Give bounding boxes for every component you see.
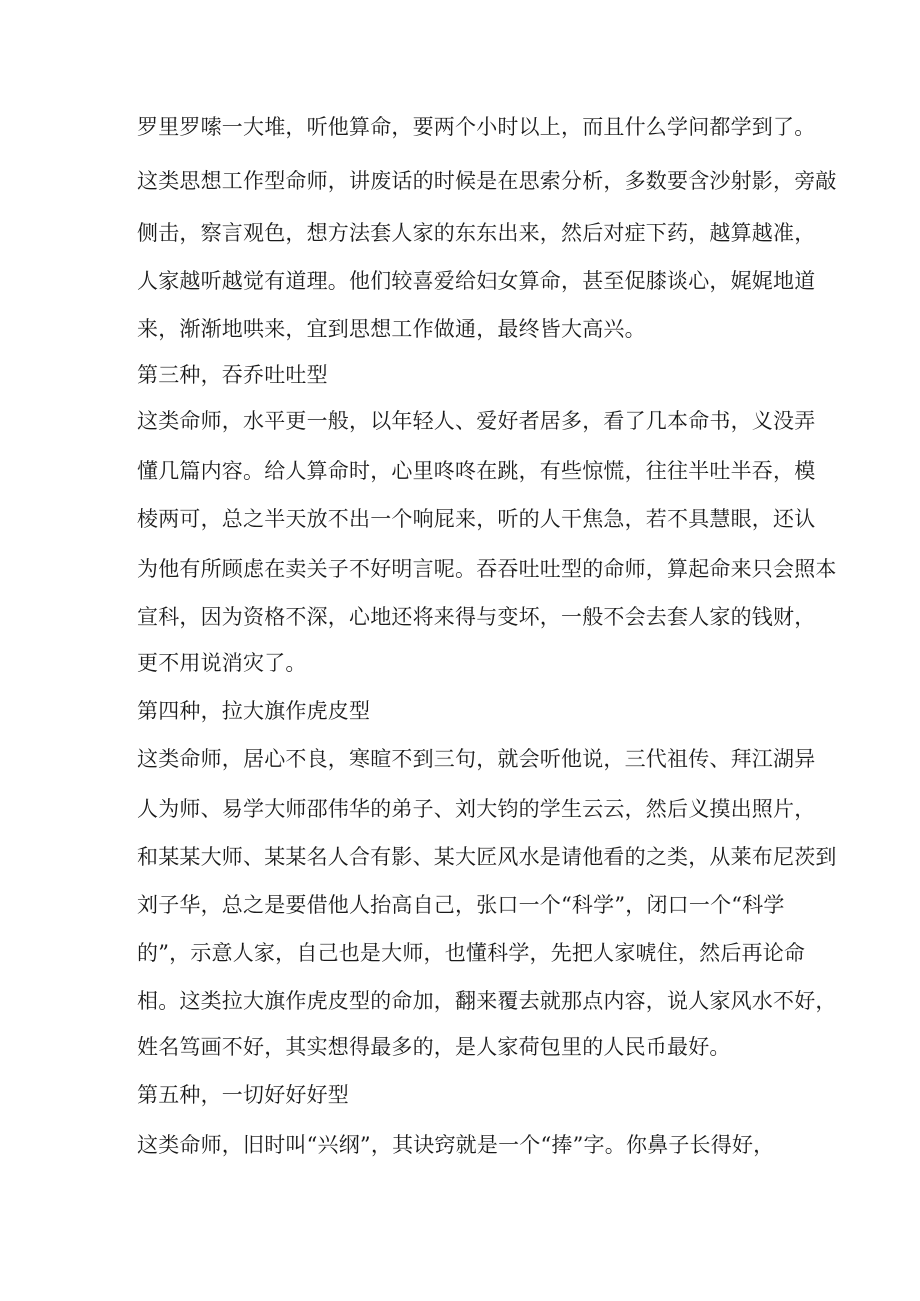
text-line: 人家越听越觉有道理。他们较喜爱给妇女算命，甚至促膝谈心，娓娓地道 [137, 269, 816, 293]
text-line: 人为师、易学大师邵伟华的弟子、刘大钧的学生云云，然后义摸出照片， [137, 797, 816, 821]
text-line: 懂几篇内容。给人算命时，心里咚咚在跳，有些惊慌，往往半吐半吞，模 [137, 459, 816, 483]
section-heading: 第五种，一切好好好型 [137, 1083, 349, 1107]
text-line: 这类思想工作型命师，讲废话的时候是在思索分析，多数要含沙射影，旁敲 [137, 169, 837, 193]
text-line: 为他有所顾虑在卖关子不好明言呢。吞吞吐吐型的命师，算起命来只会照本 [137, 557, 837, 581]
text-line: 侧击，察言观色，想方法套人家的东东出来，然后对症下药，越算越准， [137, 221, 816, 245]
section-heading: 第四种，拉大旗作虎皮型 [137, 699, 371, 723]
text-line: 的”，示意人家，自己也是大师，也懂科学，先把人家唬住，然后再论命 [137, 941, 806, 965]
section-heading: 第三种，吞乔吐吐型 [137, 363, 328, 387]
text-line: 更不用说消灾了。 [137, 651, 307, 675]
text-line: 这类命师，旧时叫“兴纲”，其诀窍就是一个“捧”字。你鼻子长得好， [137, 1133, 775, 1157]
text-line: 罗里罗嗦一大堆，听他算命，要两个小时以上，而且什么学问都学到了。 [137, 115, 816, 139]
text-line: 这类命师，居心不良，寒暄不到三句，就会听他说，三代祖传、拜江湖异 [137, 747, 816, 771]
text-line: 棱两可，总之半天放不出一个响屁来，听的人干焦急，若不具慧眼，还认 [137, 507, 816, 531]
text-line: 宣科，因为资格不深，心地还将来得与变坏，一般不会去套人家的钱财， [137, 605, 816, 629]
text-line: 和某某大师、某某名人合有影、某大匠风水是请他看的之类，从莱布尼茨到 [137, 845, 837, 869]
text-line: 来，渐渐地哄来，宜到思想工作做通，最终皆大高兴。 [137, 317, 646, 341]
text-line: 这类命师，水平更一般，以年轻人、爱好者居多，看了几本命书，义没弄 [137, 409, 816, 433]
text-line: 姓名笃画不好，其实想得最多的，是人家荷包里的人民币最好。 [137, 1035, 731, 1059]
text-line: 相。这类拉大旗作虎皮型的命加，翻来覆去就那点内容，说人家风水不好， [137, 989, 837, 1013]
text-line: 刘子华，总之是要借他人抬高自己，张口一个“科学”，闭口一个“科学 [137, 893, 785, 917]
